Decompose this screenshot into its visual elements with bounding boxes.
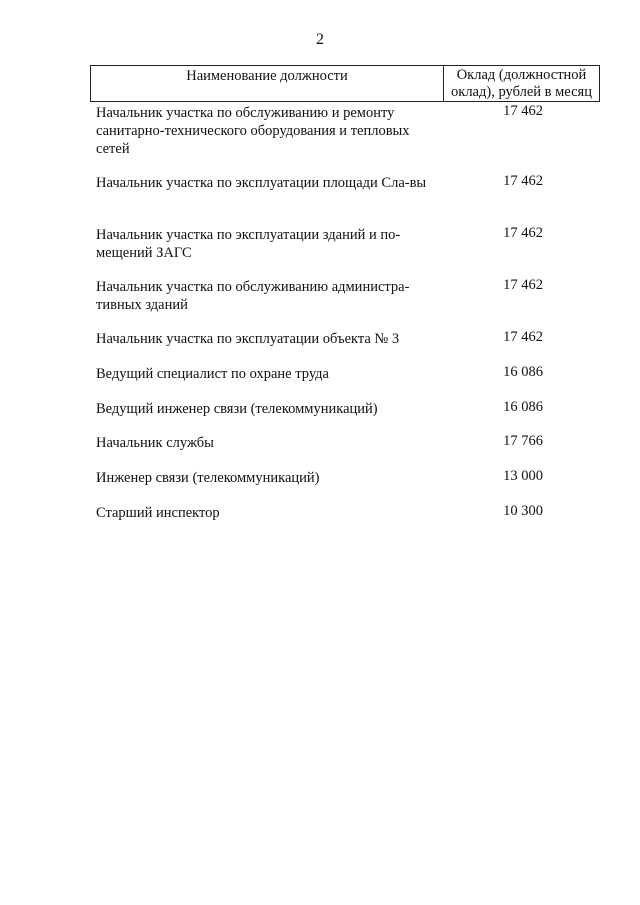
salary: 17 462 [503, 173, 543, 189]
table-header [90, 65, 600, 102]
salary: 17 462 [503, 225, 543, 241]
table-row [96, 469, 600, 487]
header-salary: Оклад (должностной оклад), рублей в месяц [451, 67, 592, 100]
position-name: Начальник участка по эксплуатации площади Сла-вы [96, 175, 427, 191]
table-row [96, 330, 600, 348]
salary: 17 462 [503, 329, 543, 345]
position-name: Начальник участка по обслуживанию администра-тивных зданий [96, 279, 410, 313]
table-row [96, 504, 600, 522]
table-row [96, 400, 600, 418]
position-name: Начальник участка по эксплуатации зданий и по-мещений ЗАГС [96, 227, 401, 261]
table-row [96, 174, 600, 192]
position-name: Начальник участка по обслуживанию и ремонту санитарно-технического оборудования и тепловых сетей [96, 105, 410, 157]
position-name: Инженер связи (телекоммуникаций) [96, 470, 320, 486]
position-name: Ведущий инженер связи (телекоммуникаций) [96, 401, 378, 417]
position-name: Старший инспектор [96, 505, 220, 521]
table-row [96, 278, 600, 314]
position-name: Начальник участка по эксплуатации объекта № 3 [96, 331, 400, 347]
position-name: Ведущий специалист по охране труда [96, 366, 329, 382]
salary: 17 462 [503, 277, 543, 293]
salary: 16 086 [503, 399, 543, 415]
page-number: 2 [316, 31, 324, 48]
salary: 16 086 [503, 364, 543, 380]
salary: 17 766 [503, 433, 543, 449]
salary: 17 462 [503, 103, 543, 119]
header-position: Наименование должности [91, 66, 444, 102]
table-row [96, 104, 600, 158]
salary: 13 000 [503, 468, 543, 484]
position-name: Начальник службы [96, 435, 214, 451]
table-row [96, 226, 600, 262]
table-row [96, 365, 600, 383]
table-row [96, 434, 600, 452]
salary: 10 300 [503, 503, 543, 519]
